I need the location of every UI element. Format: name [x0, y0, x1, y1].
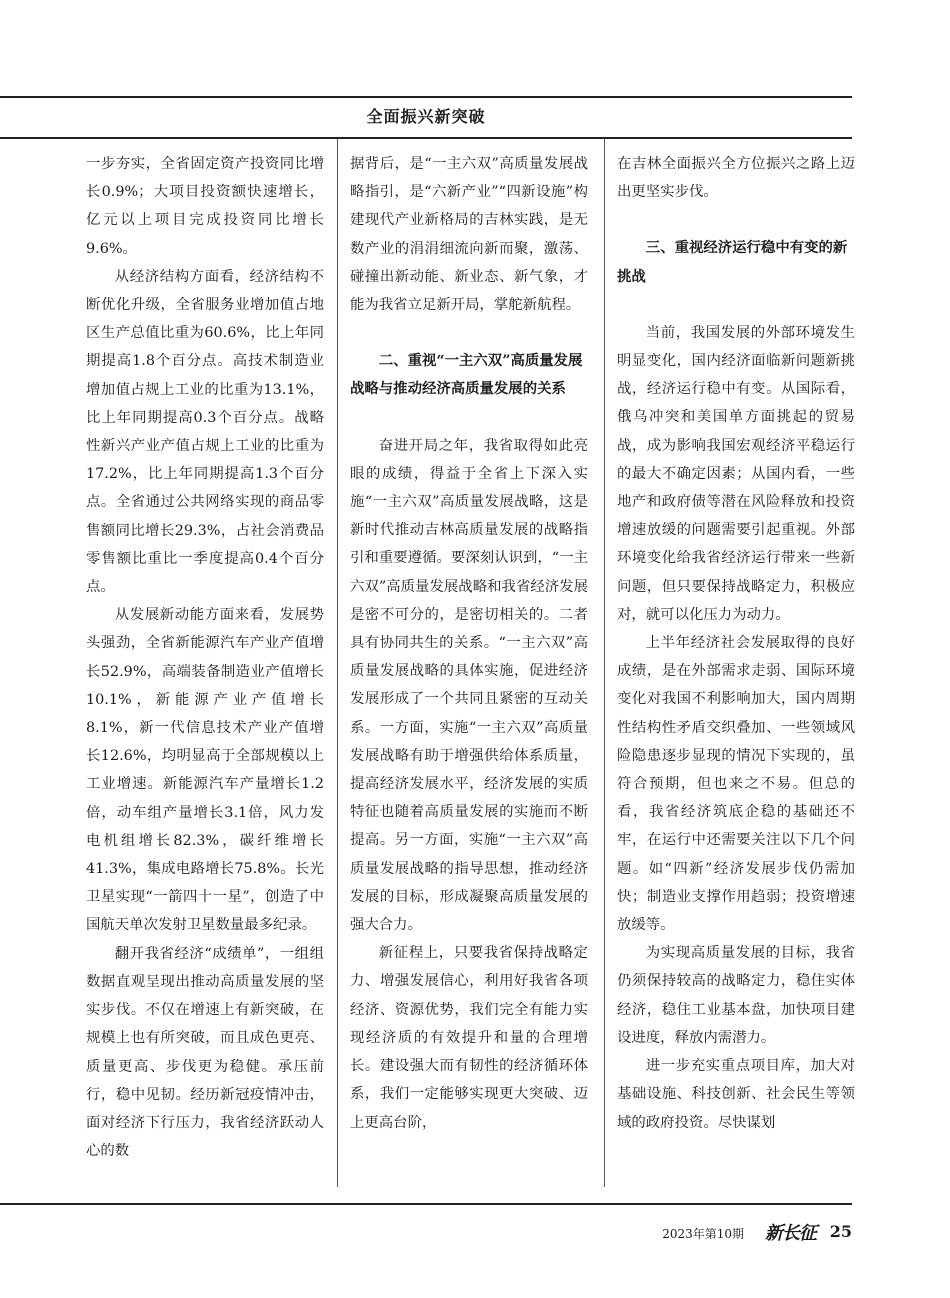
paragraph: 当前，我国发展的外部环境发生明显变化，国内经济面临新问题新挑战，经济运行稳中有变。从国际看，俄乌冲突和美国单方面挑起的贸易战，成为影响我国宏观经济平稳运行的最大不确定因素；从国内看，一些地产和政府债等潜在风险释放和投资增速放缓的问题需要引起重视。外部环境变化给我省经济运行带来一些新问题，但只要保持战略定力，积极应对，就可以化压力为动力。 — [617, 324, 855, 623]
paragraph: 从发展新动能方面来看，发展势头强劲，全省新能源汽车产业产值增长52.9%，高端装备制造业产值增长10.1%，新能源产业产值增长8.1%，新一代信息技术产业产值增长12.6%，均明显高于全部规模以上工业增速。新能源汽车产量增长1.2倍，动车组产量增长3.1倍，风力发电机组增长82.3%，碳纤维增长41.3%，集成电路增长75.8%。长光卫星实现“一箭四十一星”，创造了中国航天单次发射卫星数量最多纪录。 — [86, 607, 324, 934]
paragraph: 上半年经济社会发展取得的良好成绩，是在外部需求走弱、国际环境变化对我国不利影响加大，国内周期性结构性矛盾交织叠加、一些领域风险隐患逐步显现的情况下实现的，虽符合预期，但也来之不易。但总的看，我省经济筑底企稳的基础还不牢，在运行中还需要关注以下几个问题。如“四新”经济发展步伐仍需加快；制造业支撑作用趋弱；投资增速放缓等。 — [617, 635, 855, 934]
magazine-logo: 新长征 — [765, 1223, 816, 1244]
page-number: 25 — [829, 1222, 852, 1241]
column-divider — [337, 139, 338, 1187]
paragraph: 在吉林全面振兴全方位振兴之路上迈出更坚实步伐。 — [617, 156, 855, 201]
paragraph: 从经济结构方面看，经济结构不断优化升级，全省服务业增加值占地区生产总值比重为60.6%，比上年同期提高1.8个百分点。高技术制造业增加值占规上工业的比重为13.1%，比上年同期提高0.3个百分点。战略性新兴产业产值占规上工业的比重为17.2%，比上年同期提高1.3个百分点。全省通过公共网络实现的商品零售额同比增长29.3%，占社会消费品零售额比重比一季度提高0.4个百分点。 — [86, 268, 324, 596]
paragraph: 奋进开局之年，我省取得如此亮眼的成绩，得益于全省上下深入实施“一主六双”高质量发展战略，这是新时代推动吉林高质量发展的战略指引和重要遵循。要深刻认识到，“一主六双”高质量发展战略和我省经济发展是密不可分的，是密切相关的。二者具有协同共生的关系。“一主六双”高质量发展战略的具体实施，促进经济发展形成了一个共同且紧密的互动关系。一方面，实施“一主六双”高质量发展战略有助于增强供给体系质量，提高经济发展水平，经济发展的实质特征也随着高质量发展的实施而不断提高。另一方面，实施“一主六双”高质量发展战略的指导思想，推动经济发展的目标，形成凝聚高质量发展的强大合力。 — [350, 437, 588, 934]
page-footer — [0, 1222, 852, 1246]
header-rule — [0, 137, 852, 139]
issue-label: 2023年第10期 — [662, 1227, 744, 1241]
section-heading: 二、重视“一主六双”高质量发展战略与推动经济高质量发展的关系 — [350, 352, 583, 398]
section-title: 全面振兴新突破 — [366, 107, 486, 126]
paragraph: 进一步充实重点项目库，加大对基础设施、科技创新、社会民生等领域的政府投资。尽快谋划 — [617, 1058, 855, 1131]
column-divider — [604, 139, 605, 1187]
column-1 — [86, 150, 324, 1188]
paragraph: 一步夯实，全省固定资产投资同比增长0.9%；大项目投资额快速增长，亿元以上项目完成投资同比增长9.6%。 — [86, 156, 324, 257]
column-3 — [617, 150, 855, 1188]
section-heading: 三、重视经济运行稳中有变的新挑战 — [617, 239, 848, 285]
paragraph: 翻开我省经济“成绩单”，一组组数据直观呈现出推动高质量发展的坚实步伐。不仅在增速上有新突破，在规模上也有所突破，而且成色更亮、质量更高、步伐更为稳健。承压前行，稳中见韧。经历新冠疫情冲击，面对经济下行压力，我省经济跃动人心的数 — [86, 945, 324, 1160]
bottom-rule — [0, 1203, 852, 1205]
paragraph: 为实现高质量发展的目标，我省仍须保持较高的战略定力，稳住实体经济，稳住工业基本盘，加快项目建设进度，释放内需潜力。 — [617, 945, 855, 1046]
paragraph: 新征程上，只要我省保持战略定力、增强发展信心，利用好我省各项经济、资源优势，我们完全有能力实现经济质的有效提升和量的合理增长。建设强大而有韧性的经济循环体系，我们一定能够实现更大突破、迈上更高台阶， — [350, 945, 588, 1131]
paragraph: 据背后，是“一主六双”高质量发展战略指引，是“六新产业”“四新设施”构建现代产业新格局的吉林实践，是无数产业的涓涓细流向新而聚，激荡、碰撞出新动能、新业态、新气象，才能为我省立足新开局，掌舵新航程。 — [350, 156, 588, 314]
top-rule — [0, 96, 852, 98]
column-2 — [350, 150, 588, 1188]
